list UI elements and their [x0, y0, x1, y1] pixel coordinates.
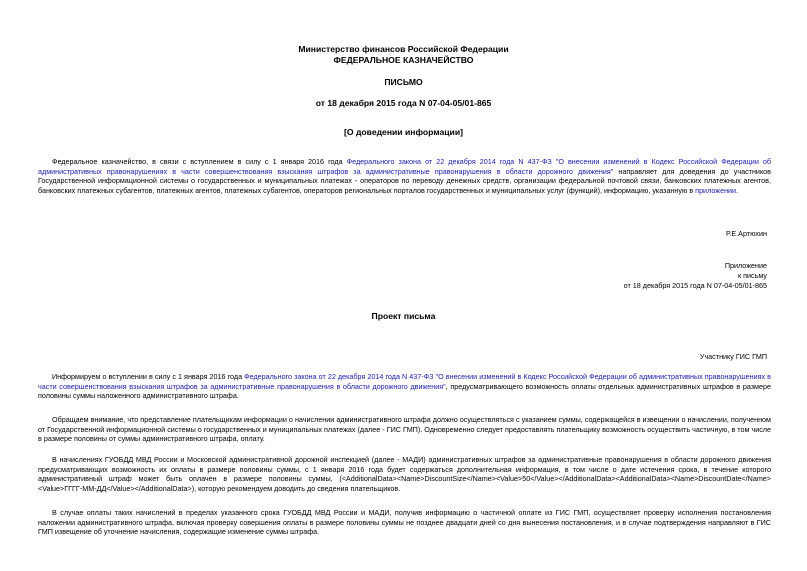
doc-date: от 18 декабря 2015 года N 07-04-05/01-865: [315, 98, 492, 108]
appendix-line-2: к письму: [737, 271, 767, 280]
appendix-line-1: Приложение: [724, 261, 767, 270]
doc-type: ПИСЬМО: [384, 77, 423, 87]
appendix-line-3: от 18 декабря 2015 года N 07-04-05/01-865: [623, 281, 767, 290]
intro-text-2: направляет для доведения до участников Государственной информационной системы о государственных и муниципальных платежах - операторов по переводу денежных средств, организации федеральной почтовой связи, банковских платежных агентов, банковских платежных субагентов, платежных агентов, платежных субагентов, операторов региональных порталов государственных и муниципальных услуг (функций), информацию, указанную в: [38, 166, 771, 195]
doc-subject: [О доведении информации]: [344, 127, 463, 137]
intro-paragraph: [38, 157, 771, 195]
draft-title: Проект письма: [371, 311, 436, 321]
draft-federal-law-link[interactable]: Федерального закона от 22 декабря 2014 года N 437-ФЗ "О внесении изменений в Кодекс Российской Федерации об административных правонарушениях в части совершенствования взыскания штрафов за административные правонарушения в области дорожного движения": [38, 372, 771, 391]
intro-text-end: .: [736, 185, 739, 195]
draft-paragraph-1: [38, 372, 771, 401]
draft-p1-text-2: , предусматривающего возможность оплаты отдельных административных штрафов в размере половины суммы наложенного административного штрафа.: [38, 381, 771, 401]
ministry-title: Министерство финансов Российской Федерации: [298, 44, 509, 54]
draft-p1-text: Информируем о вступлении в силу с 1 января 2016 года: [52, 372, 245, 381]
federal-law-link[interactable]: Федерального закона от 22 декабря 2014 года N 437-ФЗ "О внесении изменений в Кодекс Российской Федерации об административных правонарушениях в части совершенствования взыскания штрафов за административные правонарушения в области дорожного движения": [38, 157, 771, 176]
treasury-title: ФЕДЕРАЛЬНОЕ КАЗНАЧЕЙСТВО: [333, 55, 474, 65]
intro-text-1: Федеральное казначейство, в связи с вступлением в силу с 1 января 2016 года: [52, 157, 347, 166]
signature: Р.Е.Артюхин: [725, 229, 767, 238]
draft-paragraph-2: Обращаем внимание, что представление плательщикам информации о начислении административного штрафа должно осуществляться с указанием суммы, содержащейся в извещении о начислении, полученном от Государственной информационной системы о государственных и муниципальных платежах (далее - ГИС ГМП). Одновременно следует предоставлять плательщику возможность осуществить частичную, в том числе в размере половины от суммы административного штрафа, оплату.: [38, 415, 771, 444]
draft-paragraph-4: В случае оплаты таких начислений в пределах указанного срока ГУОБДД МВД России и МАДИ, получив информацию о частичной оплате из ГИС ГМП, осуществляет проверку исполнения постановления наложении административного штрафа, включая проверку совершения оплаты в размере половины суммы не позднее двадцати дней со дня вынесения постановления, и в случае подтверждения направляют в ГИС ГМП извещение об уточнение начисления, содержащие изменение суммы штрафа.: [38, 508, 771, 537]
appendix-link[interactable]: приложении: [695, 185, 737, 195]
draft-paragraph-3: В начислениях ГУОБДД МВД России и Московской административной дорожной инспекцией (далее - МАДИ) административных штрафов за административные правонарушения в области дорожного движения предусматривающих возможность их оплаты в размере половины суммы, с 1 января 2016 года будет содержаться дополнительная информация, в том числе о дате истечения срока, в течение которого административный штраф может быть оплачен в размере половины суммы, (<AdditionalData><Name>DiscountSize</Name><Value>50</Value></AdditionalData><AdditionalData><Name>DiscountDate</Name><Value>ГГГГ-ММ-ДД</Value></AdditionalData>), которую рекомендуем доводить до сведения плательщиков.: [38, 455, 771, 493]
addressee: Участнику ГИС ГМП: [699, 352, 767, 361]
